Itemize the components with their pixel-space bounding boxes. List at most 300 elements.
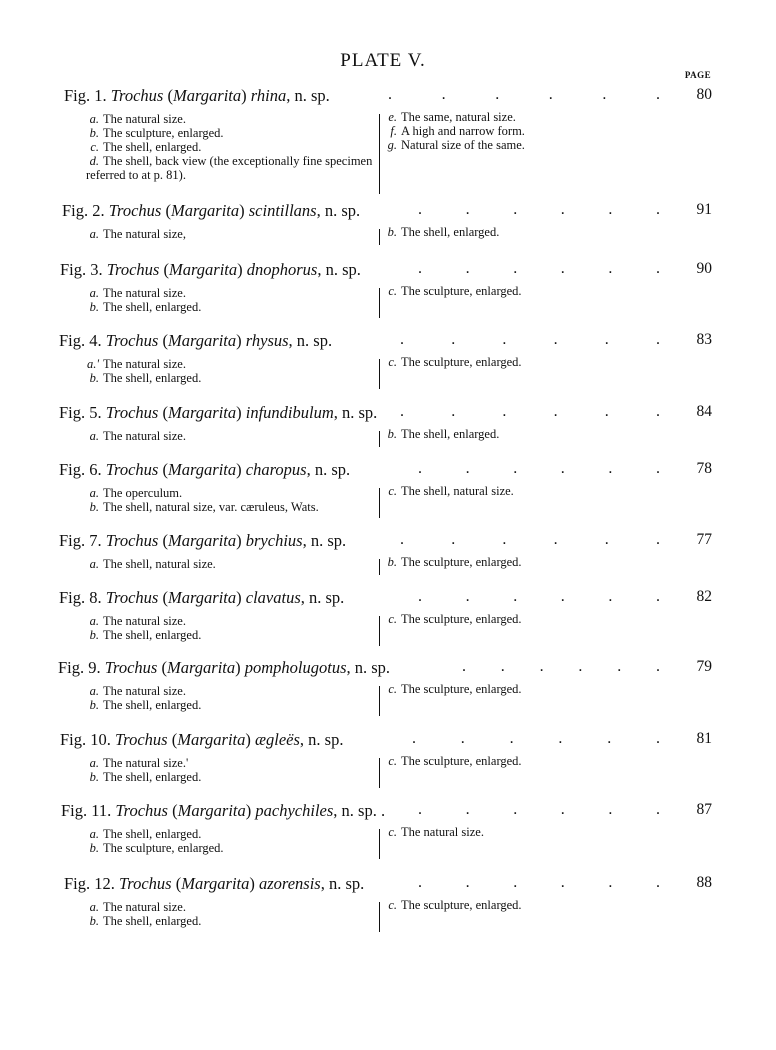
caption-item <box>86 827 376 841</box>
column-divider <box>379 902 380 932</box>
leader-dot: . <box>418 201 422 218</box>
caption-letter: a. <box>89 429 99 443</box>
species-suffix: , n. sp. <box>306 460 351 479</box>
caption-letter: a. <box>89 756 99 770</box>
subgenus-name: Margarita <box>166 658 236 677</box>
subgenus-name: Margarita <box>177 801 246 820</box>
species-name: rhysus <box>245 331 289 350</box>
caption-text: Natural size of the same. <box>401 138 525 152</box>
genus-name: Trochus <box>105 588 159 607</box>
caption-letter: c. <box>90 140 99 154</box>
caption-text: The sculpture, enlarged. <box>401 555 522 569</box>
caption-left-column <box>86 756 376 784</box>
caption-right-column <box>384 825 584 839</box>
caption-item <box>384 138 584 152</box>
figure-number: Fig. 3. <box>60 260 103 279</box>
leader-dot: . <box>656 331 660 348</box>
genus-name: Trochus <box>106 260 160 279</box>
leader-dot: . <box>656 86 660 103</box>
leader-dot: . <box>560 874 565 891</box>
caption-letter: b. <box>387 555 397 569</box>
leader-dot: . <box>513 260 518 277</box>
caption-text: The sculpture, enlarged. <box>103 841 224 855</box>
leader-dot: . <box>400 531 404 548</box>
caption-text: The natural size. <box>103 429 186 443</box>
leader-dot: . <box>656 201 660 218</box>
caption-item <box>86 300 376 314</box>
leader-dot: . <box>465 460 470 477</box>
caption-item <box>384 284 584 298</box>
leader-dot: . <box>502 531 507 548</box>
caption-left-column <box>86 614 376 642</box>
caption-text: The shell, enlarged. <box>103 698 202 712</box>
figure-number: Fig. 5. <box>59 403 102 422</box>
caption-item <box>86 628 376 642</box>
caption-left-column <box>86 827 376 855</box>
caption-letter: c. <box>388 355 397 369</box>
page-number: 84 <box>696 403 712 420</box>
species-suffix: , n. sp. <box>288 331 333 350</box>
caption-text: The natural size. <box>401 825 484 839</box>
figure-heading: Fig. 2. Trochus (Margarita) scintillans, n. sp. <box>62 201 361 220</box>
caption-right-column <box>384 110 584 152</box>
caption-item <box>86 357 376 371</box>
leader-dot: . <box>608 260 613 277</box>
leader-dot: . <box>560 801 565 818</box>
page-number: 80 <box>696 86 712 103</box>
species-suffix: , n. sp. <box>299 730 344 749</box>
caption-text: The sculpture, enlarged. <box>401 898 522 912</box>
leader-dot: . <box>465 201 470 218</box>
leader-dot: . <box>560 460 565 477</box>
genus-name: Trochus <box>105 403 159 422</box>
plate-title: PLATE V. <box>340 50 426 71</box>
figure-heading: Fig. 11. Trochus (Margarita) pachychiles, n. sp. . <box>61 801 386 820</box>
caption-item <box>86 429 376 443</box>
caption-letter: c. <box>388 682 397 696</box>
subgenus-name: Margarita <box>167 331 237 350</box>
caption-text: The shell, natural size. <box>401 484 514 498</box>
leader-dot: . <box>617 658 622 675</box>
caption-letter: a. <box>89 557 99 571</box>
leader-dot: . <box>441 86 446 103</box>
leader-dot: . <box>608 801 613 818</box>
species-suffix: , n. sp. <box>317 260 361 279</box>
leader-dot: . <box>418 460 422 477</box>
caption-item <box>384 754 584 768</box>
leader-dot: . <box>513 201 518 218</box>
caption-letter: a. <box>89 112 99 126</box>
caption-item <box>384 427 584 441</box>
caption-text: The sculpture, enlarged. <box>103 126 224 140</box>
caption-item <box>86 154 376 182</box>
species-name: infundibulum <box>245 403 334 422</box>
caption-item <box>86 286 376 300</box>
caption-item <box>86 500 376 514</box>
leader-dot: . <box>604 403 609 420</box>
leader-dot: . <box>539 658 544 675</box>
caption-item <box>384 225 584 239</box>
leader-dot: . <box>553 403 558 420</box>
caption-right-column <box>384 284 584 298</box>
leader-dot: . <box>656 260 660 277</box>
page-number: 83 <box>696 331 712 348</box>
caption-letter: c. <box>388 484 397 498</box>
caption-letter: f. <box>390 124 397 138</box>
page-column-header: PAGE <box>684 70 712 80</box>
page-number: 79 <box>696 658 712 675</box>
caption-letter: b. <box>89 698 99 712</box>
caption-letter: b. <box>89 914 99 928</box>
caption-letter: a. <box>89 900 99 914</box>
figure-number: Fig. 8. <box>59 588 102 607</box>
subgenus-name: Margarita <box>167 403 237 422</box>
caption-item <box>86 684 376 698</box>
caption-right-column <box>384 484 584 498</box>
leader-dot: . <box>451 531 456 548</box>
leader-dot: . <box>451 331 456 348</box>
caption-text: The shell, enlarged. <box>103 770 202 784</box>
caption-letter: b. <box>89 300 99 314</box>
genus-name: Trochus <box>115 730 168 749</box>
species-suffix: , n. sp. <box>320 874 365 893</box>
leader-dot: . <box>656 730 660 747</box>
caption-text: The shell, enlarged. <box>103 300 202 314</box>
caption-letter: b. <box>89 500 99 514</box>
leader-dot: . <box>608 460 613 477</box>
leader-dot: . <box>560 588 565 605</box>
figure-number: Fig. 4. <box>59 331 102 350</box>
species-name: pompholugotus <box>244 658 347 677</box>
caption-item <box>384 484 584 498</box>
caption-letter: c. <box>388 284 397 298</box>
leader-dot: . <box>500 658 505 675</box>
caption-letter: a. <box>89 486 99 500</box>
caption-right-column <box>384 682 584 696</box>
caption-item <box>384 682 584 696</box>
subgenus-name: Margarita <box>177 730 246 749</box>
page-number: 81 <box>696 730 712 747</box>
caption-letter: b. <box>89 770 99 784</box>
leader-dot: . <box>465 588 470 605</box>
species-name: brychius <box>245 531 303 550</box>
caption-text: The shell, enlarged. <box>401 225 500 239</box>
species-suffix: , n. sp. <box>300 588 345 607</box>
leader-dot: . <box>553 331 558 348</box>
caption-letter: b. <box>89 126 99 140</box>
leader-dot: . <box>602 86 607 103</box>
caption-text: The shell, natural size, var. cæruleus, Wats. <box>103 500 319 514</box>
leader-dot: . <box>656 801 660 818</box>
leader-dot: . <box>400 331 404 348</box>
caption-right-column <box>384 898 584 912</box>
figure-number: Fig. 1. <box>64 86 107 105</box>
figure-heading: Fig. 12. Trochus (Margarita) azorensis, n. sp. <box>64 874 365 893</box>
leader-dot: . <box>553 531 558 548</box>
leader-dot: . <box>388 86 392 103</box>
figure-heading: Fig. 5. Trochus (Margarita) infundibulum, n. sp. <box>59 403 378 422</box>
caption-left-column <box>86 227 376 241</box>
caption-item <box>86 140 376 154</box>
leader-dot: . <box>513 588 518 605</box>
caption-text: The shell, enlarged. <box>103 371 202 385</box>
leader-dot: . <box>604 531 609 548</box>
genus-name: Trochus <box>108 201 162 220</box>
leader-dot: . <box>608 588 613 605</box>
leader-dot: . <box>656 658 660 675</box>
genus-name: Trochus <box>105 460 159 479</box>
caption-item <box>384 612 584 626</box>
caption-item <box>384 110 584 124</box>
genus-name: Trochus <box>105 331 159 350</box>
leader-dot: . <box>465 801 470 818</box>
genus-name: Trochus <box>110 86 164 105</box>
figure-heading: Fig. 8. Trochus (Margarita) clavatus, n. sp. <box>59 588 345 607</box>
subgenus-name: Margarita <box>172 86 242 105</box>
subgenus-name: Margarita <box>170 201 240 220</box>
caption-letter: a. <box>89 827 99 841</box>
leader-dot: . <box>418 801 422 818</box>
caption-left-column <box>86 684 376 712</box>
caption-item <box>86 900 376 914</box>
caption-text: The natural size. <box>103 357 186 371</box>
caption-item <box>86 126 376 140</box>
caption-right-column <box>384 355 584 369</box>
caption-text: The operculum. <box>103 486 183 500</box>
caption-letter: b. <box>89 841 99 855</box>
genus-name: Trochus <box>104 658 158 677</box>
column-divider <box>379 488 380 518</box>
caption-text: The same, natural size. <box>401 110 516 124</box>
species-name: dnophorus <box>246 260 318 279</box>
caption-letter: c. <box>388 825 397 839</box>
subgenus-name: Margarita <box>167 460 237 479</box>
genus-name: Trochus <box>115 801 168 820</box>
caption-text: The natural size, <box>103 227 186 241</box>
leader-dot: . <box>656 403 660 420</box>
caption-left-column <box>86 112 376 182</box>
caption-item <box>86 227 376 241</box>
column-divider <box>379 114 380 194</box>
caption-text: The natural size. <box>103 286 186 300</box>
leader-dot: . <box>558 730 563 747</box>
caption-item <box>86 112 376 126</box>
species-suffix: , n. sp. <box>286 86 330 105</box>
caption-letter: b. <box>89 628 99 642</box>
leader-dot: . <box>608 874 613 891</box>
leader-dot: . <box>513 874 518 891</box>
caption-left-column <box>86 429 376 443</box>
species-name: clavatus <box>245 588 301 607</box>
caption-item <box>86 914 376 928</box>
page-number: 77 <box>696 531 712 548</box>
page-number: 82 <box>696 588 712 605</box>
figure-heading: Fig. 6. Trochus (Margarita) charopus, n. sp. <box>59 460 351 479</box>
caption-text: The shell, enlarged. <box>401 427 500 441</box>
column-divider <box>379 431 380 447</box>
leader-dot: . <box>560 260 565 277</box>
leader-dot: . <box>412 730 416 747</box>
leader-dot: . <box>656 588 660 605</box>
column-divider <box>379 229 380 245</box>
leader-dot: . <box>460 730 465 747</box>
caption-letter: a. <box>89 286 99 300</box>
caption-text: The shell, back view (the exceptionally fine specimen referred to at p. 81). <box>86 154 373 182</box>
caption-right-column <box>384 225 584 239</box>
caption-item <box>384 124 584 138</box>
figure-number: Fig. 12. <box>64 874 115 893</box>
genus-name: Trochus <box>105 531 159 550</box>
caption-left-column <box>86 900 376 928</box>
caption-item <box>384 555 584 569</box>
caption-left-column <box>86 486 376 514</box>
caption-text: The natural size. <box>103 684 186 698</box>
caption-text: The natural size. <box>103 900 186 914</box>
caption-item <box>86 770 376 784</box>
column-divider <box>379 616 380 646</box>
species-name: pachychiles <box>255 801 334 820</box>
figure-number: Fig. 6. <box>59 460 102 479</box>
caption-text: The natural size. <box>103 112 186 126</box>
leader-dot: . <box>451 403 456 420</box>
figure-number: Fig. 9. <box>58 658 101 677</box>
leader-dot: . <box>418 874 422 891</box>
caption-letter: c. <box>388 898 397 912</box>
figure-heading: Fig. 10. Trochus (Margarita) ægleës, n. sp. <box>60 730 344 749</box>
caption-item <box>86 486 376 500</box>
figure-number: Fig. 7. <box>59 531 102 550</box>
column-divider <box>379 758 380 788</box>
leader-dot: . <box>578 658 583 675</box>
caption-text: The natural size. <box>103 614 186 628</box>
figure-number: Fig. 10. <box>60 730 111 749</box>
page-number: 78 <box>696 460 712 477</box>
caption-left-column <box>86 357 376 385</box>
leader-dot: . <box>513 460 518 477</box>
caption-letter: a.' <box>86 357 99 371</box>
caption-letter: b. <box>89 371 99 385</box>
caption-text: The sculpture, enlarged. <box>401 612 522 626</box>
species-name: rhina <box>250 86 287 105</box>
figure-number: Fig. 11. <box>61 801 112 820</box>
leader-dot: . <box>418 260 422 277</box>
leader-dot: . <box>495 86 500 103</box>
leader-dot: . <box>560 201 565 218</box>
subgenus-name: Margarita <box>167 588 237 607</box>
page-number: 88 <box>696 874 712 891</box>
figure-heading: Fig. 1. Trochus (Margarita) rhina, n. sp. <box>64 86 330 105</box>
caption-item <box>384 355 584 369</box>
caption-right-column <box>384 754 584 768</box>
species-name: scintillans <box>248 201 317 220</box>
caption-item <box>384 898 584 912</box>
species-name: charopus <box>245 460 307 479</box>
caption-letter: d. <box>89 154 99 168</box>
caption-text: The shell, natural size. <box>103 557 216 571</box>
leader-dot: . <box>608 201 613 218</box>
column-divider <box>379 686 380 716</box>
species-suffix: , n. sp. <box>302 531 347 550</box>
leader-dot: . <box>465 874 470 891</box>
species-suffix: , n. sp. . <box>333 801 386 820</box>
caption-left-column <box>86 557 376 571</box>
caption-letter: a. <box>89 227 99 241</box>
caption-item <box>384 825 584 839</box>
caption-text: The sculpture, enlarged. <box>401 682 522 696</box>
species-suffix: , n. sp. <box>316 201 361 220</box>
caption-text: The shell, enlarged. <box>103 140 202 154</box>
leader-dot: . <box>465 260 470 277</box>
species-name: azorensis <box>259 874 321 893</box>
leader-dot: . <box>607 730 612 747</box>
leader-dot: . <box>656 531 660 548</box>
leader-dot: . <box>502 331 507 348</box>
leader-dot: . <box>400 403 404 420</box>
caption-text: The sculpture, enlarged. <box>401 355 522 369</box>
caption-item <box>86 371 376 385</box>
caption-letter: g. <box>387 138 397 152</box>
leader-dot: . <box>462 658 466 675</box>
page-number: 90 <box>696 260 712 277</box>
caption-item <box>86 614 376 628</box>
leader-dot: . <box>656 874 660 891</box>
figure-heading: Fig. 9. Trochus (Margarita) pompholugotus, n. sp. <box>58 658 391 677</box>
figure-heading: Fig. 4. Trochus (Margarita) rhysus, n. sp. <box>59 331 333 350</box>
leader-dot: . <box>513 801 518 818</box>
figure-heading: Fig. 7. Trochus (Margarita) brychius, n. sp. <box>59 531 347 550</box>
subgenus-name: Margarita <box>168 260 238 279</box>
column-divider <box>379 559 380 575</box>
page-number: 91 <box>696 201 712 218</box>
caption-letter: b. <box>387 427 397 441</box>
caption-text: A high and narrow form. <box>401 124 525 138</box>
column-divider <box>379 829 380 859</box>
caption-letter: c. <box>388 754 397 768</box>
caption-letter: a. <box>89 614 99 628</box>
leader-dot: . <box>509 730 514 747</box>
column-divider <box>379 359 380 389</box>
leader-dot: . <box>656 460 660 477</box>
caption-text: The shell, enlarged. <box>103 914 202 928</box>
species-suffix: , n. sp. <box>346 658 391 677</box>
caption-right-column <box>384 427 584 441</box>
caption-text: The sculpture, enlarged. <box>401 284 522 298</box>
caption-letter: c. <box>388 612 397 626</box>
column-divider <box>379 288 380 318</box>
caption-text: The shell, enlarged. <box>103 827 202 841</box>
caption-letter: e. <box>388 110 397 124</box>
caption-text: The sculpture, enlarged. <box>401 754 522 768</box>
species-suffix: , n. sp. <box>333 403 378 422</box>
leader-dot: . <box>418 588 422 605</box>
leader-dot: . <box>548 86 553 103</box>
caption-letter: a. <box>89 684 99 698</box>
caption-item <box>86 841 376 855</box>
caption-right-column <box>384 612 584 626</box>
figure-number: Fig. 2. <box>62 201 105 220</box>
caption-item <box>86 698 376 712</box>
caption-item <box>86 756 376 770</box>
leader-dot: . <box>502 403 507 420</box>
caption-left-column <box>86 286 376 314</box>
subgenus-name: Margarita <box>167 531 237 550</box>
page-number: 87 <box>696 801 712 818</box>
genus-name: Trochus <box>119 874 172 893</box>
species-name: ægleës <box>255 730 300 749</box>
figure-heading: Fig. 3. Trochus (Margarita) dnophorus, n. sp. <box>60 260 361 279</box>
caption-item <box>86 557 376 571</box>
caption-text: The shell, enlarged. <box>103 628 202 642</box>
